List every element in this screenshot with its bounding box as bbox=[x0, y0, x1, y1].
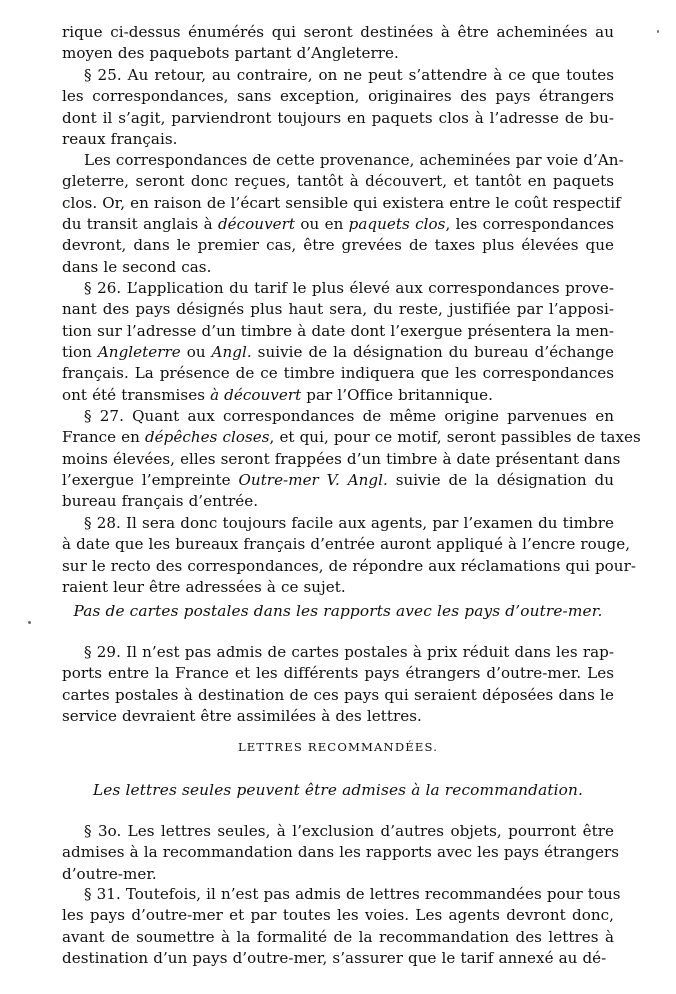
paragraph-section-27 bbox=[62, 406, 641, 513]
text-line bbox=[62, 884, 621, 905]
text-line bbox=[62, 821, 614, 842]
heading-lettres-recommandees: LETTRES RECOMMANDÉES. bbox=[237, 740, 439, 754]
text-line bbox=[62, 513, 614, 534]
italic-term: Outre-mer V. Angl. bbox=[238, 471, 388, 490]
paragraph-section-25-continued bbox=[62, 150, 624, 278]
text-line: tion sur l’adresse d’un timbre à date dont l’exergue présentera la men- bbox=[62, 321, 614, 340]
paragraph-section-28 bbox=[62, 513, 636, 598]
heading-cartes-postales: Pas de cartes postales dans les rapports avec les pays d’outre-mer. bbox=[73, 602, 603, 620]
italic-term: dépêches closes bbox=[144, 428, 270, 447]
text-line-content: § 28. Il sera donc toujours facile aux agents, par l’examen du timbre bbox=[84, 514, 614, 532]
text-line: gleterre, seront donc reçues, tantôt à découvert, et tantôt en paquets bbox=[62, 172, 614, 191]
text-line-content: § 29. Il n’est pas admis de cartes postales à prix réduit dans les rap- bbox=[84, 643, 614, 661]
paragraph-section-31 bbox=[62, 884, 621, 969]
italic-term: Angl. bbox=[211, 343, 252, 362]
text-line bbox=[62, 65, 614, 86]
italic-term: à découvert bbox=[210, 385, 302, 404]
text-line: raient leur être adressées à ce sujet. bbox=[62, 578, 346, 597]
margin-speck-top-right-icon bbox=[657, 30, 659, 33]
paragraph-continuation-top bbox=[62, 22, 614, 65]
italic-term: Angleterre bbox=[97, 343, 181, 362]
text-line: tion Angleterre ou Angl. suivie de la désignation du bureau d’échange bbox=[62, 343, 614, 362]
italic-term: paquets clos bbox=[348, 215, 446, 234]
paragraph-section-26 bbox=[62, 278, 614, 406]
text-line: moyen des paquebots partant d’Angleterre. bbox=[62, 44, 399, 63]
text-line-content: Les correspondances de cette provenance, acheminées par voie d’An- bbox=[84, 151, 624, 169]
text-line: moins élevées, elles seront frappées d’un timbre à date présentant dans bbox=[62, 449, 621, 468]
text-line-content: § 27. Quant aux correspondances de même origine parvenues en bbox=[84, 407, 614, 425]
text-line-content: § 31. Toutefois, il n’est pas admis de lettres recommandées pour tous bbox=[84, 885, 621, 903]
text-line: français. La présence de ce timbre indiquera que les correspondances bbox=[62, 364, 614, 383]
text-line bbox=[62, 406, 614, 427]
text-line: dans le second cas. bbox=[62, 257, 212, 276]
text-line: dont il s’agit, parviendront toujours en paquets clos à l’adresse de bu- bbox=[62, 108, 614, 127]
text-line-content: § 26. L’application du tarif le plus élevé aux correspondances prove- bbox=[84, 279, 614, 297]
text-line: service devraient être assimilées à des lettres. bbox=[62, 707, 422, 726]
text-line bbox=[62, 642, 614, 663]
text-line: à date que les bureaux français d’entrée auront appliqué à l’encre rouge, bbox=[62, 535, 631, 554]
text-line: du transit anglais à découvert ou en paquets clos, les correspondances bbox=[62, 215, 614, 234]
paragraph-section-25 bbox=[62, 65, 614, 150]
paragraph-section-29 bbox=[62, 642, 614, 727]
text-line: reaux français. bbox=[62, 130, 178, 149]
text-line: d’outre-mer. bbox=[62, 864, 157, 883]
text-line: admises à la recommandation dans les rapports avec les pays étrangers bbox=[62, 843, 619, 862]
text-line: cartes postales à destination de ces pays qui seraient déposées dans le bbox=[62, 685, 614, 704]
text-line-content: § 3o. Les lettres seules, à l’exclusion d’autres objets, pourront être bbox=[84, 822, 614, 840]
heading-lettres-seules: Les lettres seules peuvent être admises à la recommandation. bbox=[92, 781, 584, 799]
margin-speck-left-icon bbox=[28, 621, 31, 624]
paragraph-section-30 bbox=[62, 821, 619, 885]
text-line: devront, dans le premier cas, être grevées de taxes plus élevées que bbox=[62, 236, 614, 255]
text-line: nant des pays désignés plus haut sera, du reste, justifiée par l’apposi- bbox=[62, 300, 614, 319]
text-line: les pays d’outre-mer et par toutes les voies. Les agents devront donc, bbox=[62, 906, 614, 925]
text-line: France en dépêches closes, et qui, pour ce motif, seront passibles de taxes bbox=[62, 428, 641, 447]
text-line: clos. Or, en raison de l’écart sensible qui existera entre le coût respectif bbox=[62, 193, 621, 212]
text-line: sur le recto des correspondances, de répondre aux réclamations qui pour- bbox=[62, 556, 636, 575]
text-line bbox=[62, 150, 624, 171]
text-line: ont été transmises à découvert par l’Office britannique. bbox=[62, 385, 493, 404]
text-line: l’exergue l’empreinte Outre-mer V. Angl. suivie de la désignation du bbox=[62, 471, 614, 490]
text-line: les correspondances, sans exception, originaires des pays étrangers bbox=[62, 87, 614, 106]
text-line: destination d’un pays d’outre-mer, s’assurer que le tarif annexé au dé- bbox=[62, 949, 607, 968]
text-line: rique ci-dessus énumérés qui seront destinées à être acheminées au bbox=[62, 23, 614, 41]
text-line: bureau français d’entrée. bbox=[62, 492, 259, 511]
text-line-content: § 25. Au retour, au contraire, on ne peut s’attendre à ce que toutes bbox=[84, 66, 614, 84]
italic-term: découvert bbox=[217, 215, 296, 234]
text-line: ports entre la France et les différents pays étrangers d’outre-mer. Les bbox=[62, 664, 614, 683]
text-line: avant de soumettre à la formalité de la recommandation des lettres à bbox=[62, 927, 614, 946]
text-line bbox=[62, 278, 614, 299]
